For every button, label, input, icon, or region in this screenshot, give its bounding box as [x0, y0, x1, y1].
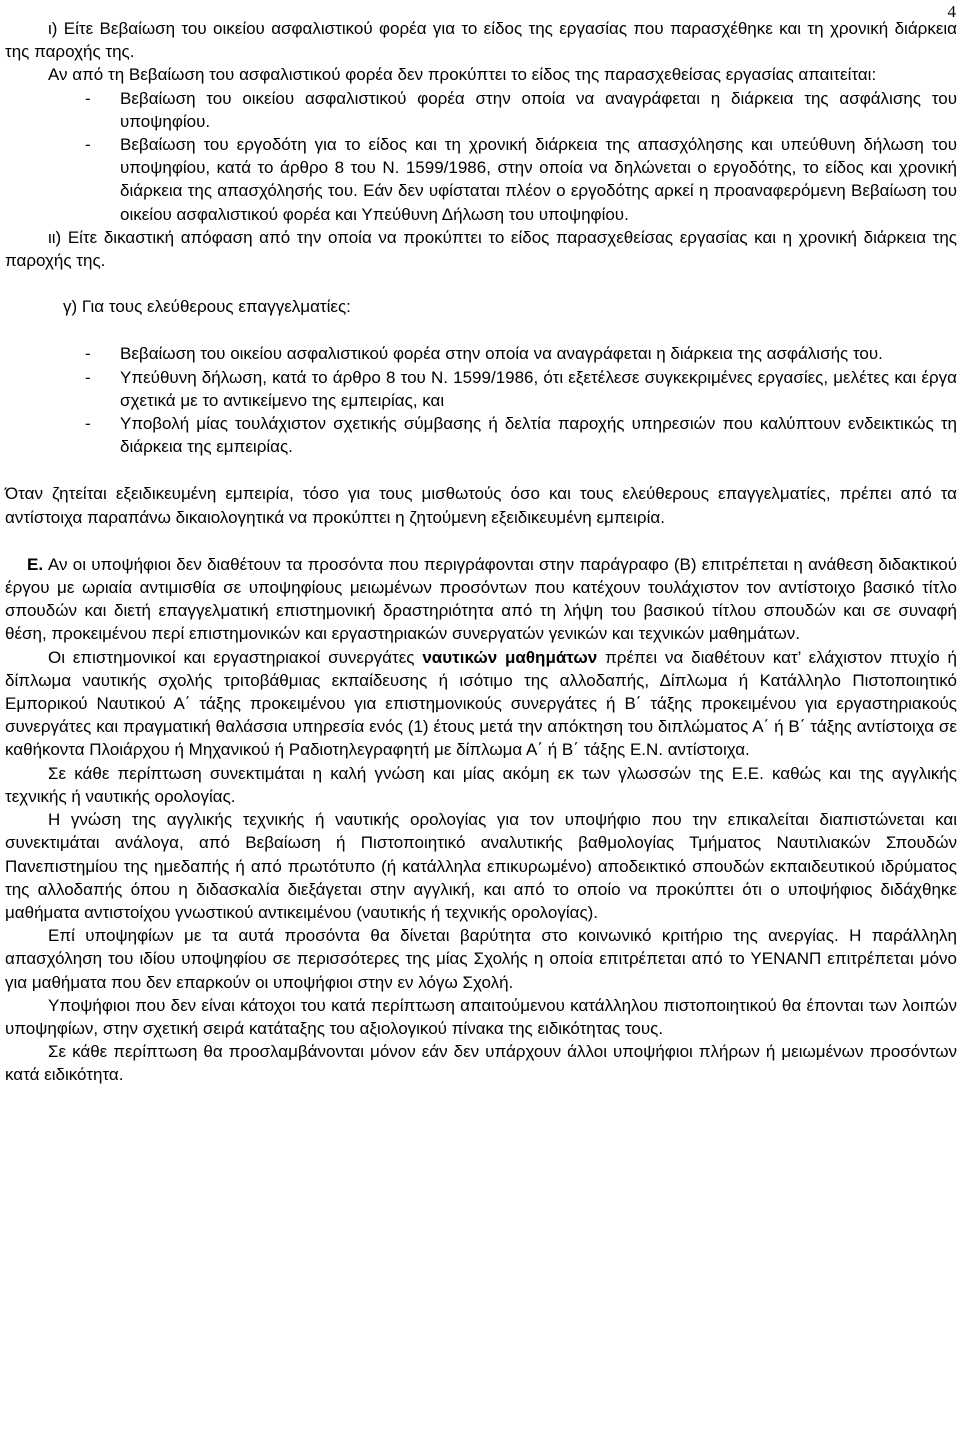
dash-marker: - — [85, 414, 91, 434]
paragraph-nautical-partners — [5, 646, 957, 762]
list-item — [85, 412, 957, 458]
list-item — [85, 133, 957, 226]
dash-marker: - — [85, 367, 91, 387]
document-page — [5, 17, 957, 1087]
list-item-text: Υπεύθυνη δήλωση, κατά το άρθρο 8 του Ν. 1599/1986, ότι εξετέλεσε συγκεκριμένες εργασίες, μελέτες και έργα σχετικά με το αντικείμενο της εμπειρίας, και — [120, 367, 957, 410]
section-label-e: Ε. — [27, 554, 44, 574]
paragraph-i: ι) Είτε Βεβαίωση του οικείου ασφαλιστικού φορέα για το είδος της εργασίας που παρασχέθηκε και τη χρονική διάρκεια της παροχής της. — [5, 19, 957, 62]
paragraph-english-terminology: Η γνώση της αγγλικής τεχνικής ή ναυτικής ορολογίας για τον υποψήφιο που την επικαλείται διαπιστώνεται και συνεκτιμάται ανάλογα, από Βεβαίωση ή Πιστοποιητικό αναλυτικής βαθμολογίας Τμήματος Ναυτιλιακών Σπουδών Πανεπιστημίου της ημεδαπής ή από πρωτότυπο (ή κατάλληλα επικυρωμένο) αποδεικτικό σπουδών εκπαιδευτικού ιδρύματος της αλλοδαπής όπου η διδασκαλία διεξάγεται στην αγγλική, και από το οποίο να προκύπτει ότι ο υποψήφιος διδάχθηκε μαθήματα αντιστοίχου γνωστικού αντικειμένου (ναυτικής ή τεχνικής ορολογίας). — [5, 810, 957, 922]
paragraph-unemployment: Επί υποψηφίων με τα αυτά προσόντα θα δίνεται βαρύτητα στο κοινωνικό κριτήριο της ανεργίας. Η παράλληλη απασχόληση του ιδίου υποψηφίου σε περισσότερες της μίας Σχολής η οποία επιτρέπεται από το ΥΕΝΑΝΠ επιτρέπεται μόνο για μαθήματα που δεν επαρκούν οι υποψήφιοι στην εν λόγω Σχολή. — [5, 926, 957, 992]
paragraph-text: πρέπει να διαθέτουν κατ’ ελάχιστον πτυχίο ή δίπλωμα ναυτικής σχολής τριτοβάθμιας εκπαίδευσης ή ισότιμο της αλλοδαπής, Δίπλωμα ή Κατάλληλο Πιστοποιητικό Εμπορικού Ναυτικού Α΄ τάξης προκειμένου για επιστημονικούς συνεργάτες ή Β΄ τάξης προκειμένου για εργαστηριακούς συνεργάτες και πραγματική θαλάσσια υπηρεσία ενός (1) έτους μετά την απόκτηση του διπλώματος Α΄ ή Β΄ τάξης αντίστοιχα σε καθήκοντα Πλοιάρχου ή Μηχανικού ή Ραδιοτηλεγραφητή με δίπλωμα Α΄ ή Β΄ τάξης Ε.Ν. αντίστοιχα. — [5, 647, 957, 760]
paragraph-requirement-intro: Αν από τη Βεβαίωση του ασφαλιστικού φορέα δεν προκύπτει το είδος της παρασχεθείσας εργασίας απαιτείται: — [48, 65, 877, 85]
paragraph-languages: Σε κάθε περίπτωση συνεκτιμάται η καλή γνώση και μίας ακόμη εκ των γλωσσών της Ε.Ε. καθώς και της αγγλικής τεχνικής ή ναυτικής ορολογίας. — [5, 763, 957, 806]
paragraph-ii: ιι) Είτε δικαστική απόφαση από την οποία να προκύπτει το είδος παρασχεθείσας εργασίας και η χρονική διάρκεια της παροχής της. — [5, 227, 957, 271]
dash-marker: - — [85, 88, 91, 108]
list-item-text: Υποβολή μίας τουλάχιστον σχετικής σύμβασης ή δελτία παροχής υπηρεσιών που καλύπτουν ενδεικτικώς τη διάρκεια της εμπειρίας. — [120, 414, 957, 457]
list-item — [85, 342, 957, 365]
list-item — [85, 366, 957, 412]
list-item — [85, 87, 957, 133]
bold-emphasis: ναυτικών μαθημάτων — [422, 647, 598, 667]
paragraph-certificate-holders: Υποψήφιοι που δεν είναι κάτοχοι του κατά περίπτωση απαιτούμενου κατάλληλου πιστοποιητικού θα έπονται των λοιπών υποψηφίων, στην σχετική σειρά κατάταξης του αξιολογικού πίνακα της ειδικότητας τους. — [5, 995, 957, 1038]
paragraph-e-text: Αν οι υποψήφιοι δεν διαθέτουν τα προσόντα που περιγράφονται στην παράγραφο (Β) επιτρέπεται η ανάθεση διδακτικού έργου με ωριαία αντιμισθία σε υποψηφίους μειωμένων προσόντων που κατέχουν τουλάχιστον τον αντίστοιχο βασικό τίτλο σπουδών και διετή επαγγελματική επιστημονική δραστηριότητα από τη λήψη του βασικού τίτλου σπουδών και σε συναφή θέση, προκειμένου περί επιστημονικών και εργαστηριακών συνεργατών γενικών και τεχνικών μαθημάτων. — [5, 554, 957, 644]
dash-marker: - — [85, 344, 91, 364]
paragraph-text: Οι επιστημονικοί και εργαστηριακοί συνεργάτες — [48, 647, 423, 667]
page-number: 4 — [947, 2, 956, 21]
paragraph-e — [5, 553, 957, 646]
paragraph-final: Σε κάθε περίπτωση θα προσλαμβάνονται μόνον εάν δεν υπάρχουν άλλοι υποψήφιοι πλήρων ή μειωμένων προσόντων κατά ειδικότητα. — [5, 1042, 957, 1085]
paragraph-specialized-experience: Όταν ζητείται εξειδικευμένη εμπειρία, τόσο για τους μισθωτούς όσο και τους ελεύθερους επαγγελματίες, πρέπει από τα αντίστοιχα παραπάνω δικαιολογητικά να προκύπτει η ζητούμενη εξειδικευμένη εμπειρία. — [5, 484, 957, 527]
list-item-text: Βεβαίωση του οικείου ασφαλιστικού φορέα στην οποία να αναγράφεται η διάρκεια της ασφάλισής του. — [120, 344, 883, 364]
dash-marker: - — [85, 135, 91, 155]
list-item-text: Βεβαίωση του εργοδότη για το είδος και τη χρονική διάρκεια της απασχόλησης και υπεύθυνη δήλωση του υποψηφίου, κατά το άρθρο 8 του Ν. 1599/1986, στην οποία να δηλώνεται ο εργοδότης, το είδος και χρονική διάρκεια της απασχόλησής του. Εάν δεν υφίσταται πλέον ο εργοδότης αρκεί η προαναφερόμενη Βεβαίωση του οικείου ασφαλιστικού φορέα και Υπεύθυνη Δήλωση του υποψηφίου. — [120, 135, 957, 224]
list-item-text: Βεβαίωση του οικείου ασφαλιστικού φορέα στην οποία να αναγράφεται η διάρκεια της ασφάλισης του υποψηφίου. — [120, 88, 957, 131]
section-heading-freelancers: γ) Για τους ελεύθερους επαγγελματίες: — [63, 297, 351, 317]
